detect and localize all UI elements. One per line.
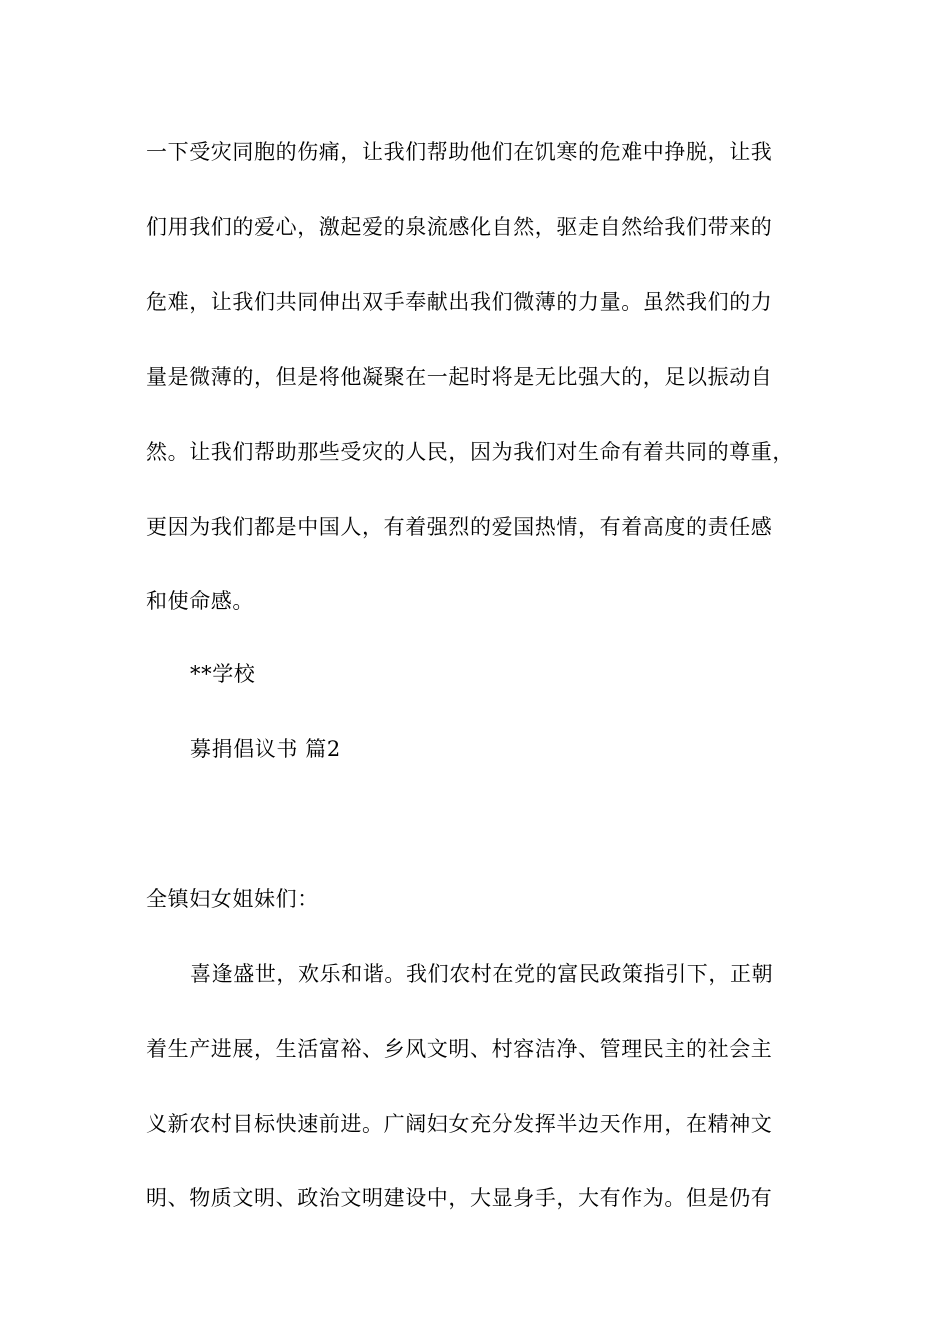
paragraph-line: 量是微薄的，但是将他凝聚在一起时将是无比强大的，足以振动自: [146, 365, 773, 389]
paragraph-line: 喜逢盛世，欢乐和谐。我们农村在党的富民政策指引下，正朝: [190, 962, 774, 986]
paragraph-line: 一下受灾同胞的伤痛，让我们帮助他们在饥寒的危难中挣脱，让我: [146, 140, 773, 164]
paragraph-line: 和使命感。: [146, 589, 254, 613]
paragraph-line: 更因为我们都是中国人，有着强烈的爱国热情，有着高度的责任感: [146, 515, 773, 539]
paragraph-line: 然。让我们帮助那些受灾的人民，因为我们对生命有着共同的尊重，: [146, 440, 794, 464]
paragraph-line: 明、物质文明、政治文明建设中，大显身手，大有作为。但是仍有: [146, 1186, 773, 1210]
paragraph-line: 们用我们的爱心，激起爱的泉流感化自然，驱走自然给我们带来的: [146, 215, 773, 239]
paragraph-line: 着生产进展，生活富裕、乡风文明、村容洁净、管理民主的社会主: [146, 1037, 773, 1061]
signature: **学校: [190, 662, 256, 686]
paragraph-line: 义新农村目标快速前进。广阔妇女充分发挥半边天作用，在精神文: [146, 1112, 773, 1136]
paragraph-line: 危难，让我们共同伸出双手奉献出我们微薄的力量。虽然我们的力: [146, 290, 773, 314]
salutation: 全镇妇女姐妹们：: [146, 887, 319, 911]
section-title: 募捐倡议书 篇2: [190, 737, 341, 761]
